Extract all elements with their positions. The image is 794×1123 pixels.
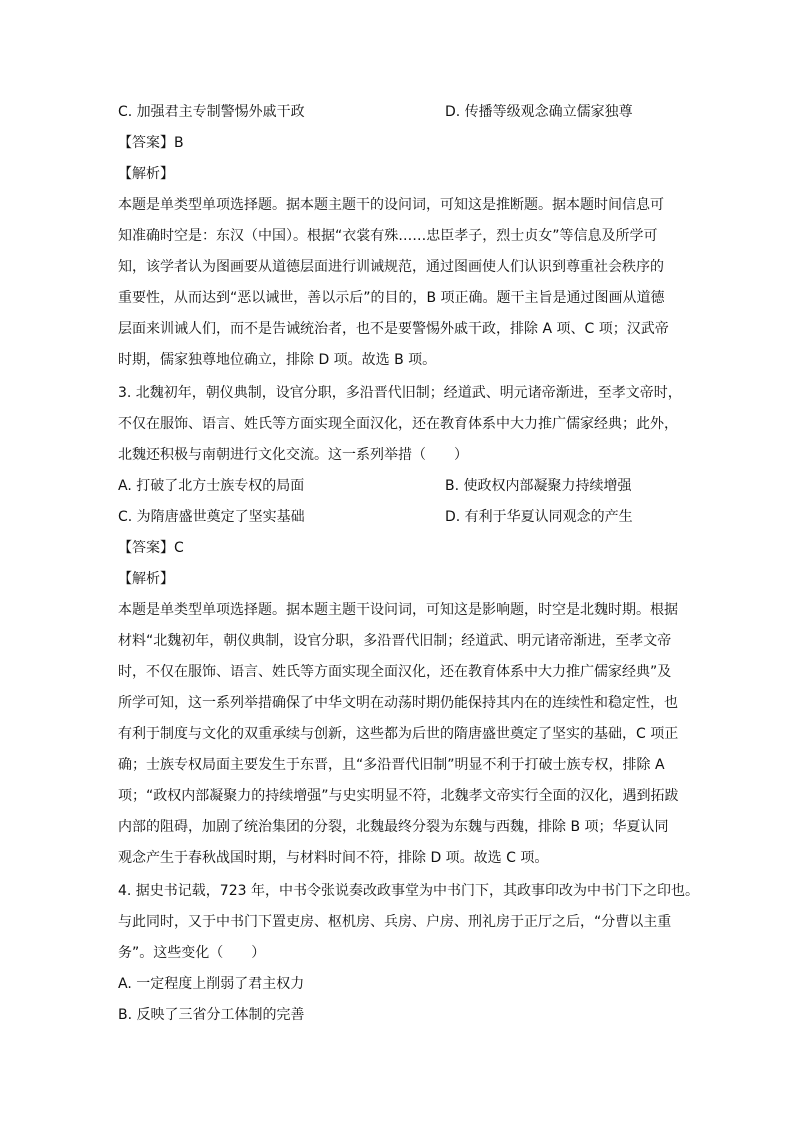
q2-option-c: C. 加强君主专制警惕外戚干政 (118, 104, 305, 120)
q3-analysis-label: 【解析】 (118, 571, 174, 587)
q3-analysis-line: 项；“政权内部凝聚力的持续增强”与史实明显不符，北魏孝文帝实行全面的汉化，遇到拓跋 (118, 788, 679, 804)
q4-option-a: A. 一定程度上削弱了君主权力 (118, 976, 305, 992)
q3-stem-line: 3. 北魏初年，朝仪典制，设官分职，多沿晋代旧制；经道武、明元诸帝渐进，至孝文帝时， (118, 385, 682, 401)
q3-analysis-line: 所学可知，这一系列举措确保了中华文明在动荡时期仍能保持其内在的连续性和稳定性，也 (118, 695, 678, 711)
q2-analysis-line: 知准确时空是：东汉（中国）。根据“衣裳有殊……忠臣孝子，烈士贞女”等信息及所学可 (118, 228, 658, 244)
q2-analysis-line: 时期，儒家独尊地位确立，排除 D 项。故选 B 项。 (118, 352, 437, 368)
q4-stem-line: 与此同时，又于中书门下置吏房、枢机房、兵房、户房、刑礼房于正厅之后，“分曹以主重 (118, 914, 672, 930)
q3-stem-line: 不仅在服饰、语言、姓氏等方面实现全面汉化，还在教育体系中大力推广儒家经典；此外， (118, 416, 678, 432)
q3-analysis-line: 观念产生于春秋战国时期，与材料时间不符，排除 D 项。故选 C 项。 (118, 850, 549, 866)
q3-option-a: A. 打破了北方士族专权的局面 (118, 478, 305, 494)
q2-analysis-line: 本题是单类型单项选择题。据本题主题干的设问词，可知这是推断题。据本题时间信息可 (118, 197, 664, 213)
q3-analysis-line: 时，不仅在服饰、语言、姓氏等方面实现全面汉化，还在教育体系中大力推广儒家经典”及 (118, 664, 672, 680)
q3-option-b: B. 使政权内部凝聚力持续增强 (445, 478, 632, 494)
q2-analysis-label: 【解析】 (118, 166, 174, 182)
q3-option-c: C. 为隋唐盛世奠定了坚实基础 (118, 509, 305, 525)
q3-analysis-line: 本题是单类型单项选择题。据本题主题干设问词，可知这是影响题，时空是北魏时期。根据 (118, 602, 678, 618)
q2-option-d: D. 传播等级观念确立儒家独尊 (445, 104, 633, 120)
q3-analysis-line: 材料“北魏初年，朝仪典制，设官分职，多沿晋代旧制；经道武、明元诸帝渐进，至孝文帝 (118, 633, 672, 649)
q4-option-b: B. 反映了三省分工体制的完善 (118, 1007, 305, 1023)
q3-stem-line: 北魏还积极与南朝进行文化交流。这一系列举措（ ） (118, 447, 468, 463)
q3-option-d: D. 有利于华夏认同观念的产生 (445, 509, 633, 525)
q3-analysis-line: 有利于制度与文化的双重承续与创新，这些都为后世的隋唐盛世奠定了坚实的基础，C 项正 (118, 726, 679, 742)
q4-stem-line: 务”。这些变化（ ） (118, 945, 266, 961)
q2-analysis-line: 重要性，从而达到“恶以诫世，善以示后”的目的，B 项正确。题干主旨是通过图画从道德 (118, 290, 665, 306)
q3-analysis-line: 确；士族专权局面主要发生于东晋，且“多沿晋代旧制”明显不利于打破士族专权，排除 A (118, 757, 665, 773)
q3-analysis-line: 内部的阻碍，加剧了统治集团的分裂，北魏最终分裂为东魏与西魏，排除 B 项；华夏认同 (118, 819, 669, 835)
q2-analysis-line: 知，该学者认为图画要从道德层面进行训诫规范，通过图画使人们认识到尊重社会秩序的 (118, 259, 664, 275)
q3-answer: 【答案】C (118, 540, 184, 556)
q2-answer: 【答案】B (118, 135, 184, 151)
q2-analysis-line: 层面来训诫人们，而不是告诫统治者，也不是要警惕外戚干政，排除 A 项、C 项；汉武帝 (118, 321, 669, 337)
q4-stem-line: 4. 据史书记载，723 年，中书令张说奏改政事堂为中书门下，其政事印改为中书门下之印也。 (118, 883, 699, 899)
